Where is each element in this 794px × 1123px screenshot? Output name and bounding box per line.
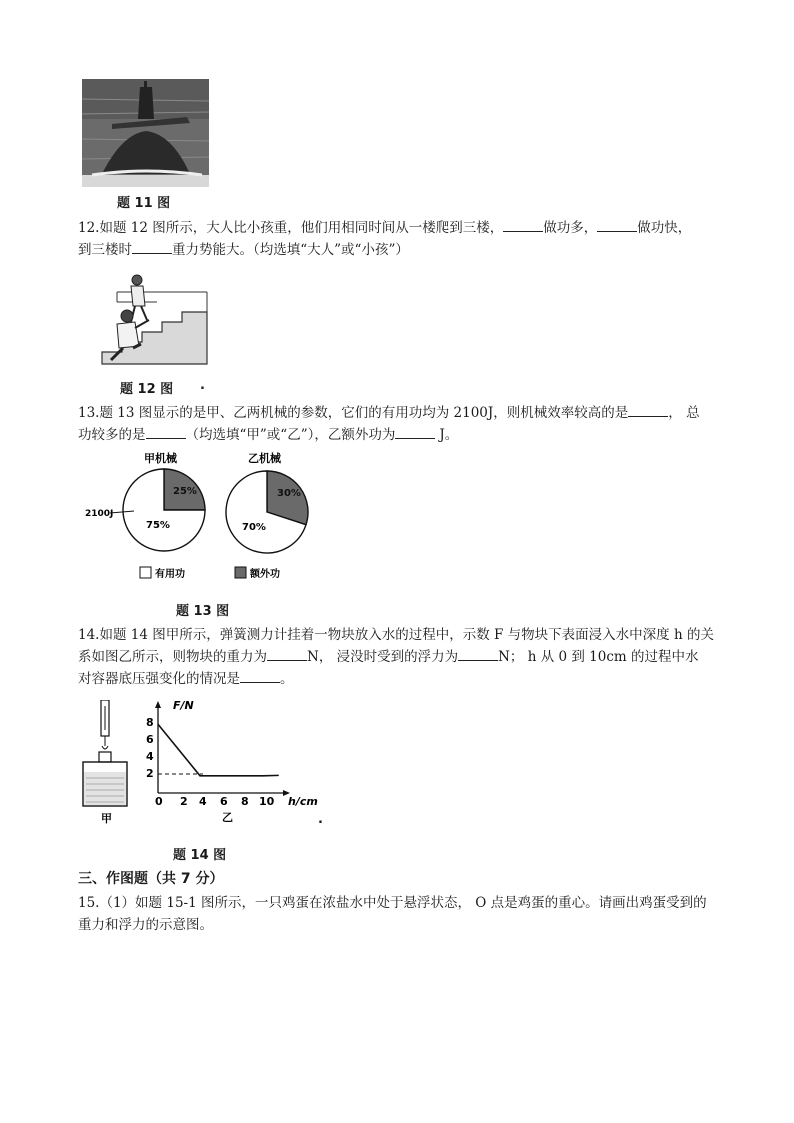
q13-text-a: 13.题 13 图显示的是甲、乙两机械的参数，它们的有用功均为 2100J，则机械效率较高的是	[78, 405, 629, 421]
pie-left-useful-label: 75%	[146, 520, 170, 531]
y-axis-arrow	[155, 701, 161, 708]
q13-text-c: 功较多的是	[78, 427, 146, 443]
q12-text-b: 做功多，	[543, 220, 598, 236]
q14-text-b: N， 浸没时受到的浮力为	[307, 649, 459, 665]
legend-extra-swatch	[235, 567, 246, 578]
q14-figure-yi	[140, 695, 330, 825]
q14-text-c: N； h 从 0 到 10cm 的过程中水	[498, 649, 699, 665]
q14-line2	[78, 646, 699, 668]
q15-line2: 重力和浮力的示意图。	[78, 917, 213, 933]
answer-blank[interactable]	[240, 668, 280, 683]
q14-text-d: 对容器底压强变化的情况是	[78, 671, 240, 687]
q12-dot: .	[200, 378, 205, 393]
q13-line1	[78, 402, 700, 424]
q12-text-a: 12.如题 12 图所示，大人比小孩重，他们用相同时间从一楼爬到三楼，	[78, 220, 504, 236]
pie-right	[226, 471, 308, 553]
series-line	[158, 724, 263, 776]
submarine-photo	[82, 79, 209, 187]
q12-line1	[78, 217, 691, 239]
q14-line3	[78, 668, 294, 690]
y-tick-8: 8	[146, 716, 154, 729]
y-axis-label: F/N	[173, 699, 194, 712]
q11-figure-photo	[82, 79, 209, 187]
q11-caption: 题 11 图	[117, 196, 171, 211]
legend-useful-swatch	[140, 567, 151, 578]
q12-caption: 题 12 图	[120, 382, 174, 397]
x-tick-10: 10	[259, 795, 275, 808]
answer-blank[interactable]	[628, 402, 668, 417]
q12-line2	[78, 239, 409, 261]
q13-text-b: ， 总	[668, 405, 700, 421]
label-jia: 甲	[101, 812, 112, 825]
answer-blank[interactable]	[132, 239, 172, 254]
q13-line2	[78, 424, 458, 446]
pie-right-useful-label: 70%	[242, 522, 266, 533]
q14-dot: .	[318, 812, 323, 827]
q14-caption: 题 14 图	[173, 848, 227, 863]
q14-figure-jia	[80, 700, 140, 825]
pie-charts	[82, 450, 332, 590]
q14-text-a: 系如图乙所示，则物块的重力为	[78, 649, 267, 665]
answer-blank[interactable]	[267, 646, 307, 661]
x-tick-6: 6	[220, 795, 228, 808]
q12-text-e: 重力势能大。（均选填“大人”或“小孩”）	[172, 242, 409, 258]
stairs-illustration	[97, 272, 215, 370]
q12-text-c: 做功快，	[637, 220, 692, 236]
q15-line1: 15.（1）如题 15-1 图所示，一只鸡蛋在浓盐水中处于悬浮状态， O 点是鸡蛋的重心。请画出鸡蛋受到的	[78, 895, 707, 911]
answer-blank[interactable]	[395, 424, 435, 439]
q13-figure-pies	[82, 450, 332, 590]
q14-text-e: 。	[280, 671, 294, 687]
q14-line1: 14.如题 14 图甲所示，弹簧测力计挂着一物块放入水的过程中，示数 F 与物块下表面浸入水中深度 h 的关	[78, 627, 714, 643]
x-tick-0: 0	[155, 795, 163, 808]
legend-useful-label: 有用功	[155, 569, 185, 580]
x-tick-2: 2	[180, 795, 188, 808]
x-axis-label: h/cm	[288, 795, 318, 808]
pie-right-title: 乙机械	[248, 452, 281, 465]
answer-blank[interactable]	[597, 217, 637, 232]
x-tick-8: 8	[241, 795, 249, 808]
answer-blank[interactable]	[146, 424, 186, 439]
pie-left-title: 甲机械	[144, 452, 177, 465]
force-depth-graph	[140, 695, 330, 825]
legend-extra-label: 额外功	[250, 569, 280, 580]
x-tick-4: 4	[199, 795, 207, 808]
y-tick-2: 2	[146, 767, 154, 780]
q13-text-e: J。	[439, 427, 459, 443]
spring-scale-beaker	[80, 700, 140, 825]
pie-left-side-label: 2100J	[85, 509, 114, 519]
y-tick-6: 6	[146, 733, 154, 746]
section-title: 三、作图题（共 7 分）	[78, 871, 224, 887]
q13-caption: 题 13 图	[176, 604, 230, 619]
pie-left	[123, 469, 205, 551]
answer-blank[interactable]	[503, 217, 543, 232]
pie-right-extra-label: 30%	[277, 488, 301, 499]
label-yi: 乙	[222, 811, 233, 824]
answer-blank[interactable]	[458, 646, 498, 661]
q12-figure-stairs	[97, 272, 215, 370]
pie-left-extra-label: 25%	[173, 486, 197, 497]
q12-text-d: 到三楼时	[78, 242, 132, 258]
q13-text-d: （均选填“甲”或“乙”），乙额外功为	[185, 427, 396, 443]
y-tick-4: 4	[146, 750, 154, 763]
